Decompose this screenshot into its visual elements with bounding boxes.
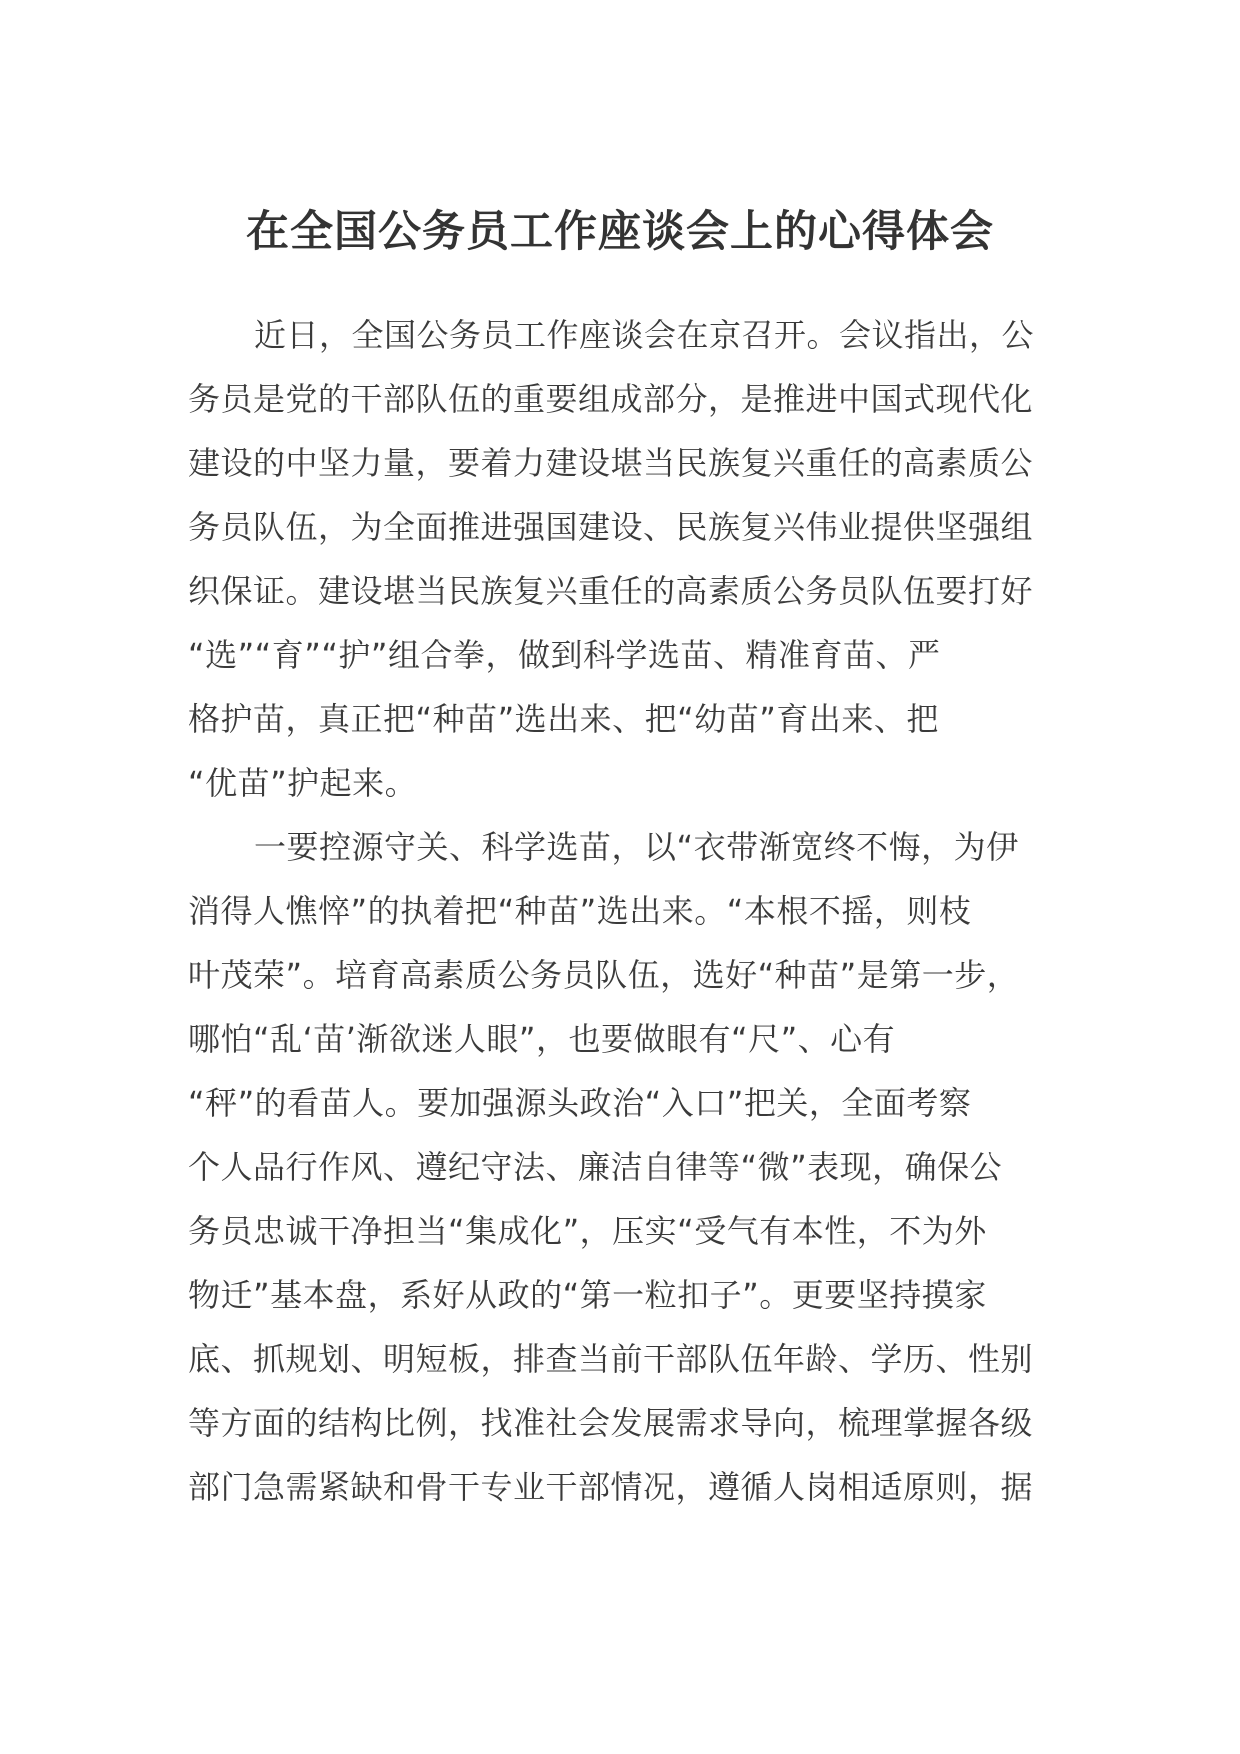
document-body — [188, 303, 1068, 1519]
paragraph-1-line-4: 务员队伍，为全面推进强国建设、民族复兴伟业提供坚强组 — [188, 508, 1034, 546]
paragraph-1-line-3: 建设的中坚力量，要着力建设堪当民族复兴重任的高素质公 — [188, 444, 1034, 482]
paragraph-2-line-5: “秤”的看苗人。要加强源头政治“入口”把关，全面考察 — [188, 1084, 972, 1122]
paragraph-1-line-1: 近日，全国公务员工作座谈会在京召开。会议指出，公 — [254, 316, 1035, 354]
paragraph-1-line-6: “选”“育”“护”组合拳，做到科学选苗、精准育苗、严 — [188, 636, 941, 674]
document-title: 在全国公务员工作座谈会上的心得体会 — [246, 207, 994, 257]
paragraph-2-line-9: 底、抓规划、明短板，排查当前干部队伍年龄、学历、性别 — [188, 1340, 1034, 1378]
paragraph-1-line-5: 织保证。建设堪当民族复兴重任的高素质公务员队伍要打好 — [188, 572, 1034, 610]
paragraph-2-line-3: 叶茂荣”。培育高素质公务员队伍，选好“种苗”是第一步， — [188, 956, 1020, 994]
paragraph-1-line-8: “优苗”护起来。 — [188, 764, 418, 802]
paragraph-1-line-2: 务员是党的干部队伍的重要组成部分，是推进中国式现代化 — [188, 380, 1034, 418]
paragraph-2-line-8: 物迁”基本盘，系好从政的“第一粒扣子”。更要坚持摸家 — [188, 1276, 987, 1314]
paragraph-2-line-10: 等方面的结构比例，找准社会发展需求导向，梳理掌握各级 — [188, 1404, 1034, 1442]
paragraph-2-line-1: 一要控源守关、科学选苗，以“衣带渐宽终不悔，为伊 — [254, 828, 1019, 866]
paragraph-2-line-11: 部门急需紧缺和骨干专业干部情况，遵循人岗相适原则，据 — [188, 1468, 1034, 1506]
paragraph-1-line-7: 格护苗，真正把“种苗”选出来、把“幼苗”育出来、把 — [188, 700, 939, 738]
paragraph-2-line-6: 个人品行作风、遵纪守法、廉洁自律等“微”表现，确保公 — [188, 1148, 1003, 1186]
paragraph-2-line-7: 务员忠诚干净担当“集成化”，压实“受气有本性，不为外 — [188, 1212, 987, 1250]
paragraph-2-line-2: 消得人憔悴”的执着把“种苗”选出来。“本根不摇，则枝 — [188, 892, 972, 930]
paragraph-2-line-4: 哪怕“乱‘苗’渐欲迷人眼”，也要做眼有“尺”、心有 — [188, 1020, 896, 1058]
